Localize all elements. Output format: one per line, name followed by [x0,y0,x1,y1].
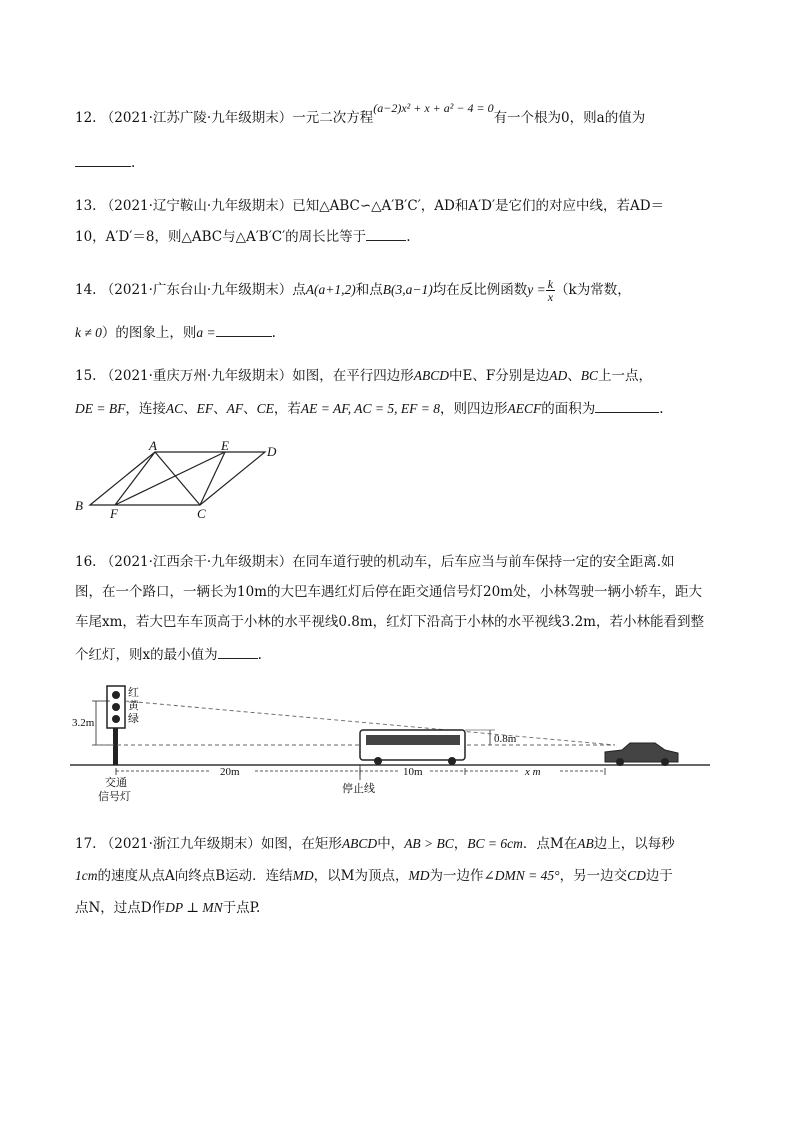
height-0-8m-label: 0.8m [494,733,517,745]
q15-t5: ，若 [273,401,301,417]
signal-label-1: 交通 [105,777,127,789]
q17-cond1: AB > BC [404,836,454,851]
q17-angle: ∠DMN = 45° [483,868,560,883]
q13-text2: 10，A′D′＝8，则△ABC与△A′B′C′的周长比等于 [75,229,367,245]
q12-answer-blank [75,152,131,167]
q16-text4: 个红灯，则x的最小值为 [75,647,218,663]
car [605,743,678,766]
q14-t4: （k为常数， [555,282,631,298]
q16-number: 16. [75,554,97,570]
q14-func-left: y = [527,282,546,297]
q14-fraction [546,278,555,303]
light-yellow-label: 黄 [128,700,139,712]
q13-line2 [75,226,410,247]
q15-ce: CE [256,401,274,416]
label-c: C [197,506,206,520]
q15-t6: ，则四边形 [439,401,508,417]
q17-t3: ， [453,836,468,852]
label-e: E [221,440,229,453]
q14-line2 [75,322,276,343]
q15-t2: 中E、F分别是边 [448,368,550,384]
q13-line1 [75,196,664,216]
q14-source: （2021·广东台山·九年级期末） [100,282,293,298]
q16-line2 [75,582,702,602]
q13-text1: 已知△ABC∽△A′B′C′，AD和A′D′是它们的对应中线，若AD＝ [292,198,665,214]
q15-line1 [75,366,652,386]
q17-t1: 如图，在矩形 [260,836,342,852]
q17-line1 [75,834,675,854]
q14-t3: 均在反比例函数 [432,282,528,298]
q16-line4 [75,644,262,665]
q12-line2 [75,152,135,173]
bus [360,730,465,765]
q15-bc: BC [580,368,598,383]
distance-10m-label: 10m [403,766,423,778]
q17-cd: CD [627,868,646,883]
q17-l2b: 的速度从点A向终点B运动．连结 [97,868,293,884]
q17-l3a: 点N，过点D作 [75,900,166,916]
label-b: B [75,498,83,513]
q12-number: 12. [75,110,97,126]
q15-end: . [659,401,664,417]
q15-number: 15. [75,368,97,384]
q17-t5: 边上，以每秒 [593,836,675,852]
q17-l2f: 边于 [645,868,673,884]
q14-answer-blank [216,322,272,337]
label-f: F [110,506,118,520]
signal-label-2: 信号灯 [98,791,131,803]
segment-ac [155,452,200,505]
q15-cond2: AE = AF, AC = 5, EF = 8 [300,401,440,416]
q17-ab: AB [577,836,594,851]
q17-l3b: 于点P. [222,900,261,916]
q17-l2c: ，以M为顶点， [313,868,409,884]
q14-number: 14. [75,282,97,298]
q16-text3: 车尾xm，若大巴车车顶高于小林的水平视线0.8m，红灯下沿高于小林的水平视线3.2m，若小林能看到整 [75,614,704,630]
q15-ac: AC [165,401,184,416]
q15-ef: EF [196,401,214,416]
q14-line1 [75,278,631,303]
q15-source: （2021·重庆万州·九年级期末） [100,368,293,384]
q14-t2: 和点 [355,282,383,298]
q14-end: . [271,325,276,341]
q17-l2e: ，另一边交 [559,868,628,884]
q15-t4: ，连接 [125,401,166,417]
q16-answer-blank [218,644,258,659]
q16-traffic-figure [70,680,720,810]
q12-text-a: 一元二次方程 [292,110,374,126]
q16-line3 [75,612,704,632]
q12-end: . [131,155,136,171]
q17-t2: 中， [377,836,405,852]
q14-func-den: x [547,290,554,304]
q15-ad: AD [549,368,568,383]
q16-source: （2021·江西余干·九年级期末） [100,554,293,570]
light-red-label: 红 [128,687,139,699]
q16-end: . [257,647,262,663]
q15-aecf: AECF [507,401,542,416]
distance-20m-label: 20m [220,766,240,778]
q17-t4: ．点M在 [522,836,578,852]
q14-t5: ）的图象上，则 [101,325,197,341]
q15-t3: 上一点， [597,368,652,384]
q14-point-a: A(a+1,2) [305,282,356,297]
stop-line-label: 停止线 [342,783,375,795]
q17-cond2: BC = 6cm [467,836,523,851]
q12-text-b: 有一个根为0，则a的值为 [493,110,646,126]
q12-source: （2021·江苏广陵·九年级期末） [100,110,293,126]
q17-abcd: ABCD [341,836,378,851]
q17-line2 [75,866,673,886]
label-a: A [149,440,157,453]
label-d: D [267,444,277,459]
q17-source: （2021·浙江九年级期末） [100,836,261,852]
q17-perp: DP ⊥ MN [165,900,223,915]
light-green-label: 绿 [128,713,139,725]
q13-answer-blank [366,226,406,241]
q17-line3 [75,898,260,918]
q17-md: MD [292,868,314,883]
q12-line1 [75,101,646,128]
q14-func-num: k [547,277,554,291]
q14-point-b: B(3,a−1) [382,282,433,297]
q13-end: . [406,229,411,245]
q15-abcd: ABCD [413,368,449,383]
q17-number: 17. [75,836,97,852]
q15-cond1: DE = BF [75,401,126,416]
q16-text1: 在同车道行驶的机动车，后车应当与前车保持一定的安全距离.如 [292,554,675,570]
segment-ce [200,452,225,505]
q15-sep: 、 [567,368,581,384]
q15-t7: 的面积为 [541,401,596,417]
q14-t1: 点 [292,282,306,298]
segment-af [115,452,155,505]
height-3-2m-label: 3.2m [72,717,95,729]
q14-ask: a = [196,325,216,340]
q17-md2: MD [408,868,430,883]
segment-ef [115,452,225,505]
q15-line2: DE = BF，连接AC、EF、AF、CE，若AE = AF, AC = 5, EF = 8，则四边形AECF的面积为 . [75,398,664,419]
q17-l2d: 为一边作 [429,868,484,884]
q16-line1 [75,552,675,572]
q15-t1: 如图，在平行四边形 [292,368,414,384]
q13-number: 13. [75,198,97,214]
q15-parallelogram-figure [70,440,290,520]
q15-answer-blank [595,398,659,413]
q12-equation: (a−2)x² + x + a² − 4 = 0 [373,101,494,115]
distance-x-label: x m [525,766,541,778]
q17-speed: 1cm [75,868,98,883]
q16-text2: 图，在一个路口，一辆长为10m的大巴车遇红灯后停在距交通信号灯20m处，小林驾驶一辆小轿车，距大 [75,584,702,600]
traffic-light [107,686,125,765]
q15-af: AF [226,401,244,416]
q14-condition: k ≠ 0 [75,325,102,340]
q13-source: （2021·辽宁鞍山·九年级期末） [100,198,293,214]
